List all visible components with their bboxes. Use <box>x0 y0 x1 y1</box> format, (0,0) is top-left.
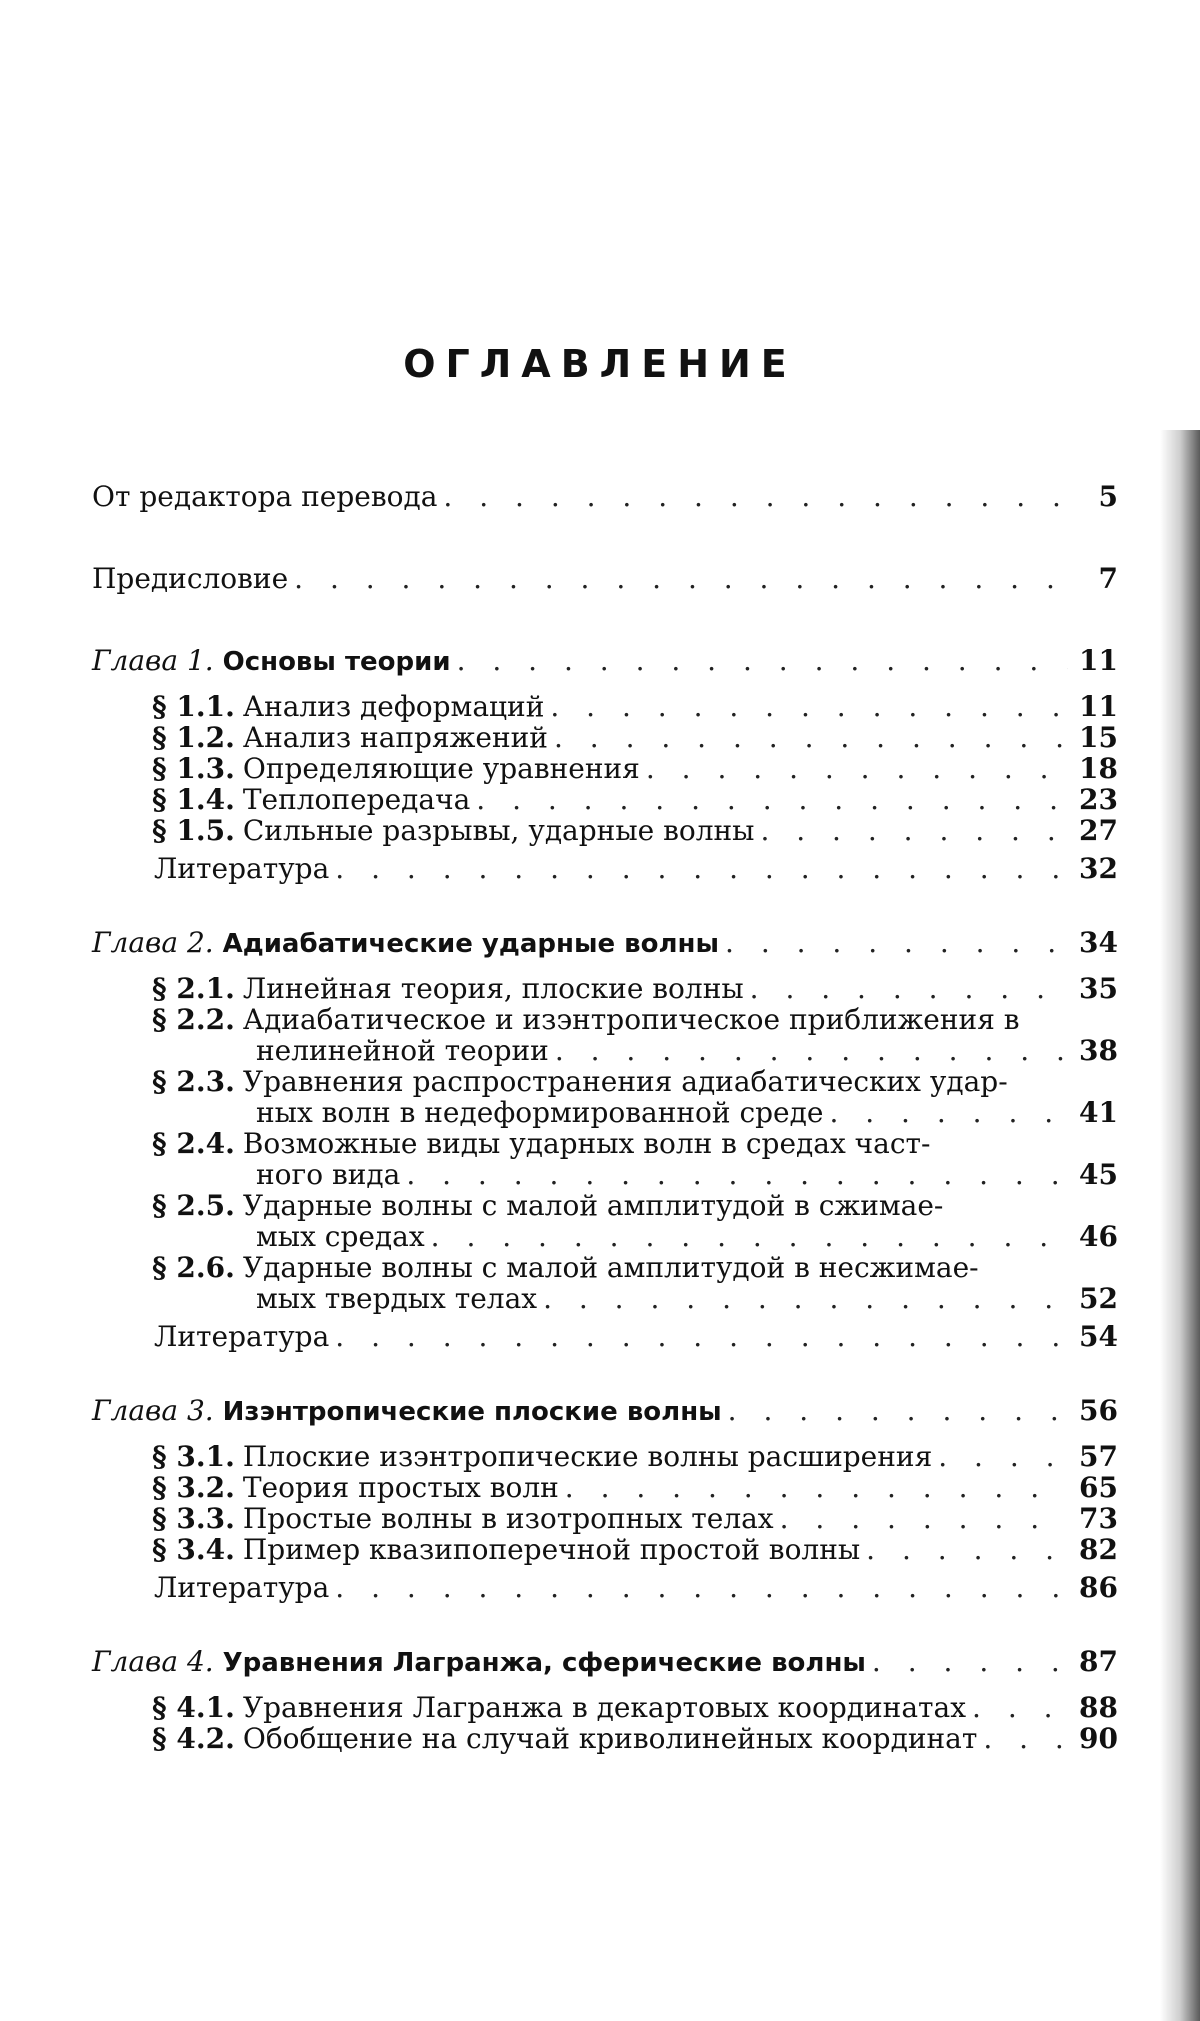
section-number: § 3.2. <box>152 1471 235 1504</box>
section-title-line: Возможные виды ударных волн в средах част- <box>242 1127 931 1160</box>
literature-entry <box>154 852 1118 886</box>
dot-leader <box>555 1035 1068 1066</box>
chapter-word: Глава <box>92 644 179 677</box>
toc-row <box>154 1571 1118 1605</box>
front-matter-entry <box>92 480 1118 514</box>
chapter-heading <box>92 926 719 961</box>
page-number: 27 <box>1079 814 1118 847</box>
page-number: 88 <box>1079 1691 1118 1724</box>
dot-leader <box>760 815 1068 846</box>
toc-row <box>152 1252 1118 1283</box>
page-number: 56 <box>1079 1394 1118 1427</box>
toc-row <box>152 1097 1118 1128</box>
section-title-line: Плоские изэнтропические волны расширения <box>242 1440 933 1473</box>
dot-leader <box>335 1571 1068 1605</box>
toc-row <box>152 1190 1118 1221</box>
chapter-entry <box>92 644 1118 679</box>
section-entry <box>152 1441 1118 1472</box>
chapter-word: Глава <box>92 926 179 959</box>
section-number: § 3.3. <box>152 1502 235 1535</box>
section-title-line: Определяющие уравнения <box>242 752 640 785</box>
section-title-line: ных волн в недеформированной среде <box>256 1096 824 1129</box>
section-title-line: Ударные волны с малой амплитудой в сжимае- <box>242 1189 944 1222</box>
chapter-title: Основы теории <box>222 647 451 677</box>
scan-shadow-edge <box>1160 430 1200 2021</box>
dot-leader <box>983 1723 1068 1754</box>
toc-row <box>92 480 1118 514</box>
toc-row <box>154 1320 1118 1354</box>
toc-row <box>152 973 1118 1004</box>
chapter-heading <box>92 1394 722 1429</box>
section-entry <box>152 1190 1118 1252</box>
chapter-number: 4. <box>186 1645 214 1678</box>
literature-label: Литература <box>154 1571 330 1604</box>
section-entry <box>152 1472 1118 1503</box>
page-number: 11 <box>1079 690 1118 723</box>
section-entry <box>152 1252 1118 1314</box>
front-matter-entry <box>92 562 1118 596</box>
section-number: § 4.2. <box>152 1722 235 1755</box>
dot-leader <box>872 1645 1068 1679</box>
dot-leader <box>554 722 1068 753</box>
section-title-line: Теплопередача <box>242 783 471 816</box>
dot-leader <box>728 1394 1068 1428</box>
section-number: § 1.1. <box>152 690 235 723</box>
chapter-number: 3. <box>186 1394 214 1427</box>
dot-leader <box>335 1320 1068 1354</box>
section-entry <box>152 815 1118 846</box>
page-number: 11 <box>1079 644 1118 677</box>
toc-row <box>152 1503 1118 1534</box>
dot-leader <box>543 1283 1068 1314</box>
section-title-line: ного вида <box>256 1158 401 1191</box>
dot-leader <box>443 480 1068 514</box>
literature-label: Литература <box>154 852 330 885</box>
section-number: § 3.4. <box>152 1533 235 1566</box>
section-entry <box>152 1503 1118 1534</box>
section-entry <box>152 1004 1118 1066</box>
page-number: 41 <box>1079 1096 1118 1129</box>
chapter-entry <box>92 1394 1118 1429</box>
section-title-line: Пример квазипоперечной простой волны <box>242 1533 861 1566</box>
section-number: § 3.1. <box>152 1440 235 1473</box>
literature-label: Литература <box>154 1320 330 1353</box>
dot-leader <box>780 1503 1068 1534</box>
toc-row <box>152 1159 1118 1190</box>
toc-row <box>152 1283 1118 1314</box>
section-title-line: мых твердых телах <box>256 1282 538 1315</box>
section-title-line: Анализ деформаций <box>242 690 545 723</box>
page-number: 54 <box>1079 1320 1118 1353</box>
section-entry <box>152 973 1118 1004</box>
toc-row <box>92 562 1118 596</box>
chapter-heading <box>92 1645 866 1680</box>
page-number: 18 <box>1079 752 1118 785</box>
section-number: § 2.6. <box>152 1251 235 1284</box>
entry-title: От редактора перевода <box>92 480 438 513</box>
section-title-line: Линейная теория, плоские волны <box>242 972 744 1005</box>
page-number: 57 <box>1079 1440 1118 1473</box>
toc-row <box>92 644 1118 679</box>
toc-row <box>152 1534 1118 1565</box>
section-number: § 2.5. <box>152 1189 235 1222</box>
chapter-number: 1. <box>186 644 214 677</box>
section-entry <box>152 1723 1118 1754</box>
toc-row <box>152 1692 1118 1723</box>
chapter-entry <box>92 1645 1118 1680</box>
section-number: § 1.3. <box>152 752 235 785</box>
chapter-number: 2. <box>186 926 214 959</box>
dot-leader <box>750 973 1068 1004</box>
page-number: 5 <box>1098 480 1118 513</box>
chapter-word: Глава <box>92 1394 179 1427</box>
chapter-end-spacer <box>92 1754 1118 1764</box>
section-title-line: Анализ напряжений <box>242 721 548 754</box>
chapter-entry <box>92 926 1118 961</box>
toc-row <box>152 1128 1118 1159</box>
section-number: § 2.1. <box>152 972 235 1005</box>
section-entry <box>152 1128 1118 1190</box>
section-number: § 2.3. <box>152 1065 235 1098</box>
dot-leader <box>294 562 1068 596</box>
section-title-line: Адиабатическое и изэнтропическое приближения в <box>242 1003 1020 1036</box>
toc-row <box>154 852 1118 886</box>
dot-leader <box>406 1159 1068 1190</box>
dot-leader <box>646 753 1068 784</box>
dot-leader <box>725 926 1068 960</box>
section-number: § 2.2. <box>152 1003 235 1036</box>
section-number: § 1.2. <box>152 721 235 754</box>
page-number: 73 <box>1079 1502 1118 1535</box>
page-number: 23 <box>1079 783 1118 816</box>
section-entry <box>152 784 1118 815</box>
toc-row <box>92 1645 1118 1680</box>
page-number: 82 <box>1079 1533 1118 1566</box>
toc-row <box>152 1441 1118 1472</box>
toc-row <box>152 1221 1118 1252</box>
toc-row <box>152 815 1118 846</box>
page-number: 7 <box>1098 562 1118 595</box>
page-number: 15 <box>1079 721 1118 754</box>
dot-leader <box>866 1534 1068 1565</box>
dot-leader <box>431 1221 1068 1252</box>
page-title: ОГЛАВЛЕНИЕ <box>403 342 797 386</box>
section-title-line: Теория простых волн <box>242 1471 559 1504</box>
section-title-line: Уравнения распространения адиабатических удар- <box>242 1065 1008 1098</box>
literature-entry <box>154 1571 1118 1605</box>
toc-row <box>152 784 1118 815</box>
chapter-heading <box>92 644 451 679</box>
toc-row <box>152 1723 1118 1754</box>
page-number: 34 <box>1079 926 1118 959</box>
page-number: 86 <box>1079 1571 1118 1604</box>
dot-leader <box>335 852 1068 886</box>
page-number: 87 <box>1079 1645 1118 1678</box>
dot-leader <box>550 691 1068 722</box>
section-title-line: Ударные волны с малой амплитудой в несжимае- <box>242 1251 979 1284</box>
page-number: 45 <box>1079 1158 1118 1191</box>
dot-leader <box>938 1441 1068 1472</box>
dot-leader <box>476 784 1068 815</box>
section-entry <box>152 691 1118 722</box>
toc-row <box>152 1035 1118 1066</box>
section-number: § 1.4. <box>152 783 235 816</box>
section-title-line: нелинейной теории <box>256 1034 549 1067</box>
section-entry <box>152 722 1118 753</box>
chapter-title: Адиабатические ударные волны <box>222 929 720 959</box>
toc-row <box>152 1004 1118 1035</box>
chapter-title: Изэнтропические плоские волны <box>222 1397 722 1427</box>
section-entry <box>152 1692 1118 1723</box>
section-entry <box>152 753 1118 784</box>
page-number: 65 <box>1079 1471 1118 1504</box>
page-number: 46 <box>1079 1220 1118 1253</box>
dot-leader <box>972 1692 1068 1723</box>
dot-leader <box>565 1472 1068 1503</box>
section-title-line: мых средах <box>256 1220 425 1253</box>
dot-leader <box>829 1097 1068 1128</box>
literature-entry <box>154 1320 1118 1354</box>
section-title-line: Простые волны в изотропных телах <box>242 1502 774 1535</box>
section-number: § 2.4. <box>152 1127 235 1160</box>
section-title-line: Уравнения Лагранжа в декартовых координатах <box>242 1691 967 1724</box>
section-number: § 1.5. <box>152 814 235 847</box>
toc-row <box>152 1066 1118 1097</box>
chapter-title: Уравнения Лагранжа, сферические волны <box>222 1648 866 1678</box>
table-of-contents <box>92 480 1118 1764</box>
toc-row <box>152 691 1118 722</box>
toc-row <box>92 926 1118 961</box>
section-entry <box>152 1066 1118 1128</box>
dot-leader <box>457 644 1068 678</box>
toc-row <box>152 1472 1118 1503</box>
toc-row <box>152 753 1118 784</box>
section-entry <box>152 1534 1118 1565</box>
toc-row <box>92 1394 1118 1429</box>
page-number: 90 <box>1079 1722 1118 1755</box>
page-number: 52 <box>1079 1282 1118 1315</box>
entry-title: Предисловие <box>92 562 289 595</box>
page-number: 32 <box>1079 852 1118 885</box>
section-title-line: Обобщение на случай криволинейных координат <box>242 1722 978 1755</box>
section-title-line: Сильные разрывы, ударные волны <box>242 814 755 847</box>
page-number: 35 <box>1079 972 1118 1005</box>
chapter-word: Глава <box>92 1645 179 1678</box>
page-number: 38 <box>1079 1034 1118 1067</box>
section-number: § 4.1. <box>152 1691 235 1724</box>
toc-row <box>152 722 1118 753</box>
